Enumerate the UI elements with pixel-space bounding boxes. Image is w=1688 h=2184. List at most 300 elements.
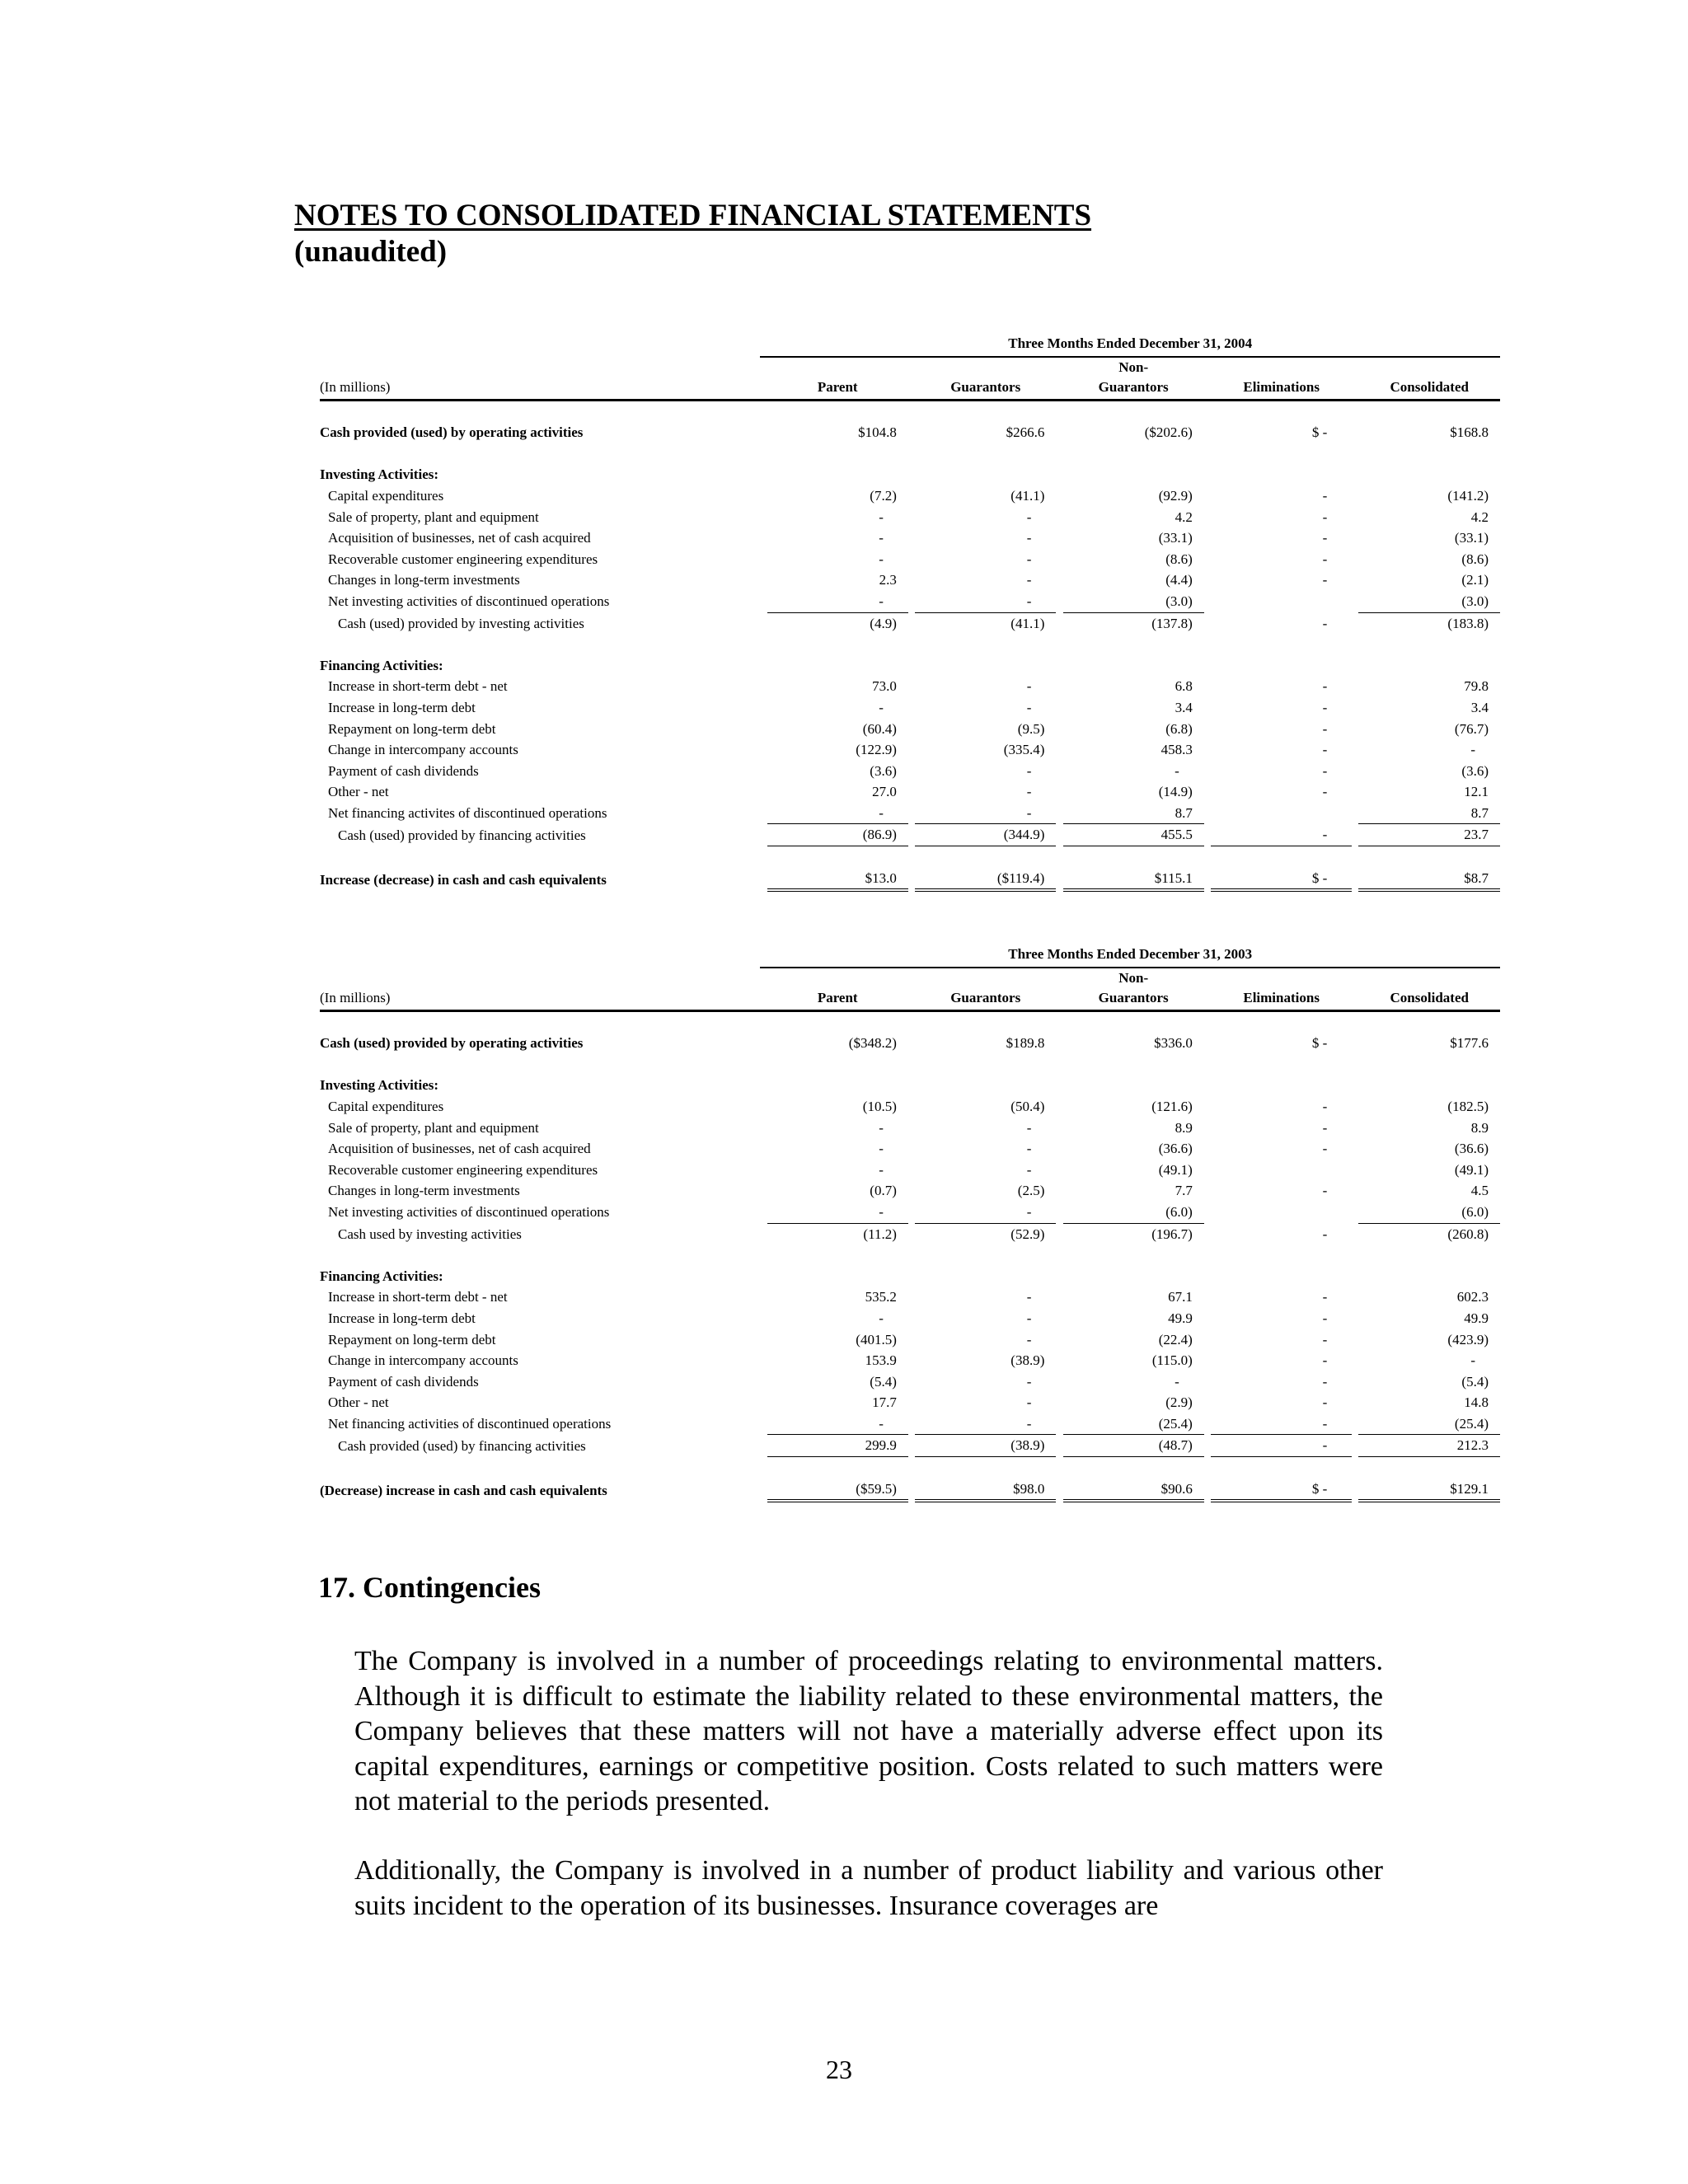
value-cell: - [1322,1331,1328,1347]
table-row [320,803,1500,824]
value-cell: (41.1) [1010,487,1045,504]
value-cell: 14.8 [1464,1394,1489,1411]
value-cell: 4.5 [1470,1183,1489,1199]
column-gap [908,527,915,549]
value-cell: - [1322,784,1328,800]
column-gap [908,507,915,528]
column-gap [760,1435,767,1457]
column-gap [908,1223,915,1244]
column-gap [1056,1329,1062,1351]
spacer-row [320,400,1500,422]
column-gap [1352,1096,1358,1118]
column-gap [760,968,767,1011]
value-cell: $129.1 [1358,1479,1500,1502]
value-cell: (48.7) [1063,1435,1204,1457]
value-cell [1211,1202,1352,1223]
spacer-row [320,634,1500,655]
column-gap [1204,612,1211,634]
section-title-contingencies: 17. Contingencies [318,1571,541,1604]
column-gap [760,549,767,570]
spacer-cell [320,1054,1500,1076]
page-title: NOTES TO CONSOLIDATED FINANCIAL STATEMENTS [294,199,1092,232]
column-gap [1204,1371,1211,1393]
table-row [320,1371,1500,1393]
financing-heading-row [320,655,1500,677]
column-header: Consolidated [1358,968,1500,1011]
value-cell: - [879,1161,884,1178]
column-gap [1352,485,1358,507]
column-gap [908,1138,915,1160]
column-gap [1056,1479,1062,1502]
column-header: Parent [767,968,908,1011]
value-cell: $8.7 [1358,868,1500,891]
column-gap [1204,1160,1211,1181]
value-cell: (2.1) [1461,572,1489,588]
value-cell: (92.9) [1158,487,1193,504]
column-gap [1352,1413,1358,1435]
row-label: Cash provided (used) by financing activities [338,1437,586,1454]
value-cell: - [1322,1119,1328,1136]
value-cell: - [1175,1373,1179,1390]
column-header: Non- Guarantors [1063,357,1204,401]
column-gap [760,1413,767,1435]
value-cell: - [879,551,884,567]
column-gap [760,1138,767,1160]
column-gap [1204,569,1211,591]
value-cell: - [879,1141,884,1157]
value-cell: - [1026,762,1032,779]
value-cell: (50.4) [1010,1098,1045,1114]
value-cell: $168.8 [1450,424,1489,441]
row-label: Sale of property, plant and equipment [328,509,539,525]
column-gap [760,527,767,549]
value-cell: 3.4 [1175,699,1193,715]
value-cell: (2.9) [1165,1394,1193,1411]
column-gap [760,1308,767,1329]
column-gap [908,719,915,740]
value-cell: (11.2) [863,1226,897,1242]
column-header-row [320,357,1500,401]
column-gap [1352,569,1358,591]
value-cell: $98.0 [915,1479,1056,1502]
value-cell: - [1026,784,1032,800]
value-cell: - [1322,615,1328,631]
value-cell: - [1026,678,1032,695]
column-gap [1204,1202,1211,1223]
column-gap [760,1223,767,1244]
value-cell: ($59.5) [767,1479,908,1502]
column-gap [1204,485,1211,507]
column-gap [1204,1033,1211,1054]
value-cell: 8.9 [1470,1119,1489,1136]
column-gap [1056,739,1062,761]
row-label: Changes in long-term investments [328,1183,520,1199]
column-gap [1056,422,1062,443]
table-row [320,1392,1500,1413]
column-gap [1204,1329,1211,1351]
column-gap [1056,1138,1062,1160]
row-label: Increase (decrease) in cash and cash equivalents [320,871,607,888]
column-gap [908,1308,915,1329]
column-gap [1056,1350,1062,1371]
value-cell: (14.9) [1158,784,1193,800]
value-cell: 299.9 [767,1435,908,1457]
value-cell: (401.5) [856,1331,897,1347]
column-header: Guarantors [915,357,1056,401]
row-label: Cash provided (used) by operating activities [320,424,584,441]
column-gap [1352,1202,1358,1223]
column-gap [760,1202,767,1223]
column-gap [1056,824,1062,846]
column-gap [1204,591,1211,612]
value-cell: - [1026,1310,1032,1326]
column-gap [1056,1392,1062,1413]
value-cell: - [879,1310,884,1326]
value-cell: - [767,803,908,824]
column-gap [1056,1160,1062,1181]
column-gap [1204,549,1211,570]
section-heading: Investing Activities: [320,466,439,483]
table-row [320,1180,1500,1202]
column-gap [760,1329,767,1351]
net-change-row [320,1479,1500,1502]
column-gap [1352,803,1358,824]
table-row [320,549,1500,570]
value-cell: - [1175,762,1179,779]
section-heading: Financing Activities: [320,1268,443,1284]
value-cell: - [1322,1289,1328,1305]
spacer-row [320,1010,1500,1033]
column-gap [1352,1308,1358,1329]
column-header: Non- Guarantors [1063,968,1204,1011]
value-cell: (183.8) [1447,615,1489,631]
column-gap [1204,1413,1211,1435]
investing-heading-row [320,464,1500,485]
row-label: Other - net [328,784,389,800]
column-gap [1352,868,1358,891]
column-gap [1352,591,1358,612]
page-header [294,198,1091,270]
value-cell: (8.6) [1461,551,1489,567]
column-gap [1056,549,1062,570]
column-gap [1352,719,1358,740]
column-gap [1352,1329,1358,1351]
value-cell: - [1026,551,1032,567]
value-cell: (76.7) [1454,720,1489,737]
section-heading: Investing Activities: [320,1077,439,1094]
value-cell: (344.9) [915,824,1056,846]
column-gap [760,1160,767,1181]
row-label: Acquisition of businesses, net of cash acquired [328,1141,591,1157]
value-cell: ($119.4) [915,868,1056,891]
value-cell: $ - [1211,868,1352,891]
column-gap [1204,761,1211,782]
column-gap [760,1033,767,1054]
value-cell: (335.4) [1003,742,1045,758]
operating-activities-row [320,422,1500,443]
spacer-cell [320,1457,1500,1479]
table-row [320,1138,1500,1160]
column-gap [908,1392,915,1413]
value-cell: (7.2) [870,487,897,504]
column-gap [908,1286,915,1308]
value-cell: - [1211,1435,1352,1457]
table-row [320,1308,1500,1329]
financing-heading-row [320,1266,1500,1287]
value-cell: (6.0) [1358,1202,1500,1223]
column-header: Eliminations [1211,357,1352,401]
value-cell: - [1322,1226,1328,1242]
value-cell: $115.1 [1063,868,1204,891]
column-gap [908,549,915,570]
spacer-row [320,846,1500,868]
value-cell: - [1322,551,1328,567]
page-number: 23 [826,2055,852,2084]
value-cell: 17.7 [872,1394,897,1411]
value-cell: 2.3 [879,572,897,588]
column-gap [1204,781,1211,803]
value-cell: - [1322,572,1328,588]
value-cell: - [1322,1352,1328,1369]
column-gap [1056,1286,1062,1308]
value-cell: 3.4 [1470,699,1489,715]
row-label: Sale of property, plant and equipment [328,1119,539,1136]
column-gap [1056,569,1062,591]
column-gap [908,612,915,634]
value-cell: - [1026,1161,1032,1178]
column-gap [760,1180,767,1202]
value-cell: (5.4) [1461,1373,1489,1390]
table-row [320,1118,1500,1139]
column-gap [1204,676,1211,697]
value-cell: - [767,591,908,612]
column-gap [908,569,915,591]
value-cell: - [1322,678,1328,695]
column-header-row [320,968,1500,1011]
column-gap [1056,1223,1062,1244]
column-gap [1056,868,1062,891]
row-label: Acquisition of businesses, net of cash acquired [328,530,591,546]
value-cell: (196.7) [1151,1226,1193,1242]
value-cell: (141.2) [1447,487,1489,504]
value-cell: - [1026,530,1032,546]
value-cell: (8.6) [1165,551,1193,567]
column-gap [1056,1371,1062,1393]
value-cell: (60.4) [862,720,897,737]
value-cell: 4.2 [1470,509,1489,525]
column-gap [908,676,915,697]
column-gap [1204,824,1211,846]
row-label: Net investing activities of discontinued operations [328,593,610,610]
column-gap [1352,1118,1358,1139]
table-row [320,1202,1500,1223]
column-gap [1056,1435,1062,1457]
column-gap [1056,676,1062,697]
column-gap [760,1286,767,1308]
column-gap [1204,1479,1211,1502]
column-gap [1352,1435,1358,1457]
column-gap [1204,719,1211,740]
spacer-cell [320,400,1500,422]
spacer-row [320,1054,1500,1076]
column-gap [908,697,915,719]
value-cell: $13.0 [767,868,908,891]
row-label: Recoverable customer engineering expenditures [328,551,598,567]
column-gap [1204,357,1211,401]
value-cell: 49.9 [1464,1310,1489,1326]
column-gap [1204,1118,1211,1139]
column-gap [1204,1138,1211,1160]
value-cell: $177.6 [1450,1035,1489,1052]
value-cell: - [1322,487,1328,504]
column-gap [908,1096,915,1118]
value-cell: $ - [1311,424,1328,441]
table-row [320,676,1500,697]
column-gap [908,868,915,891]
column-gap [1204,507,1211,528]
column-gap [1352,968,1358,1011]
column-gap [908,1180,915,1202]
column-gap [1056,1118,1062,1139]
table-row [320,591,1500,612]
column-gap [908,803,915,824]
contingencies-paragraph-2: Additionally, the Company is involved in a number of product liability and various other suits incident to the operation of its businesses. Insurance coverages are [354,1855,1383,1921]
column-gap [760,1371,767,1393]
column-gap [1204,1096,1211,1118]
column-gap [760,357,767,401]
investing-total-row [320,1223,1500,1244]
value-cell: 8.7 [1063,803,1204,824]
value-cell: (49.1) [1158,1161,1193,1178]
column-gap [760,697,767,719]
value-cell: (6.0) [1063,1202,1204,1223]
value-cell: - [767,1202,908,1223]
row-label: Increase in long-term debt [328,1310,476,1326]
column-gap [760,719,767,740]
column-gap [908,1118,915,1139]
column-gap [1056,1413,1062,1435]
row-label: Capital expenditures [328,487,444,504]
row-label: Repayment on long-term debt [328,720,496,737]
table-row [320,507,1500,528]
column-gap [1352,1371,1358,1393]
table-row [320,697,1500,719]
row-label: Cash used by investing activities [338,1226,522,1242]
row-label: Change in intercompany accounts [328,742,518,758]
column-gap [1056,1096,1062,1118]
column-gap [760,507,767,528]
column-gap [1204,968,1211,1011]
value-cell: $90.6 [1063,1479,1204,1502]
value-cell: 49.9 [1168,1310,1193,1326]
unit-label: (In millions) [320,968,760,1011]
value-cell: - [1322,1373,1328,1390]
value-cell: - [1322,1394,1328,1411]
value-cell: - [879,509,884,525]
column-header: Guarantors [915,968,1056,1011]
value-cell: (4.9) [870,615,897,631]
column-gap [1056,1180,1062,1202]
value-cell: (5.4) [870,1373,897,1390]
value-cell: 8.9 [1175,1119,1193,1136]
value-cell: 27.0 [872,784,897,800]
column-gap [760,761,767,782]
row-label: Payment of cash dividends [328,762,479,779]
column-gap [908,1371,915,1393]
period-spacer [320,944,760,968]
column-gap [1204,739,1211,761]
value-cell: - [1322,1310,1328,1326]
value-cell: - [1026,699,1032,715]
spacer-row [320,443,1500,465]
value-cell: (25.4) [1063,1413,1204,1435]
table-row [320,1413,1500,1435]
value-cell: 73.0 [872,678,897,695]
table-row [320,1096,1500,1118]
column-gap [1352,761,1358,782]
value-cell: - [1211,1413,1352,1435]
column-gap [1352,739,1358,761]
table-row [320,761,1500,782]
table-row [320,569,1500,591]
value-cell: 535.2 [865,1289,897,1305]
column-gap [1056,527,1062,549]
column-gap [1352,1286,1358,1308]
value-cell: - [1026,1394,1032,1411]
value-cell: - [1322,1183,1328,1199]
value-cell: (137.8) [1151,615,1193,631]
column-gap [908,1160,915,1181]
column-gap [1352,1392,1358,1413]
value-cell: $189.8 [1006,1035,1045,1052]
column-gap [1352,549,1358,570]
column-gap [908,968,915,1011]
column-gap [1352,612,1358,634]
column-gap [1204,1180,1211,1202]
column-gap [1352,1138,1358,1160]
value-cell: (3.6) [1461,762,1489,779]
spacer-row [320,1244,1500,1266]
column-gap [1204,1308,1211,1329]
value-cell: (10.5) [862,1098,897,1114]
value-cell: 458.3 [1160,742,1193,758]
table-row [320,485,1500,507]
column-gap [1204,1223,1211,1244]
table-row [320,719,1500,740]
column-gap [760,781,767,803]
column-gap [1204,1435,1211,1457]
row-label: Changes in long-term investments [328,572,520,588]
value-cell: (86.9) [767,824,908,846]
value-cell [1211,1160,1352,1181]
column-gap [760,868,767,891]
row-label: (Decrease) increase in cash and cash equivalents [320,1482,607,1498]
value-cell: - [1470,742,1475,758]
value-cell: (33.1) [1158,530,1193,546]
column-gap [1056,1033,1062,1054]
column-gap [760,485,767,507]
column-gap [1352,1033,1358,1054]
value-cell: - [1026,572,1032,588]
contingencies-paragraph-1: The Company is involved in a number of proceedings relating to environmental matters. Although it is difficult to estimate the liability related to these environmental matters, the Company believes that these matters will not have a materially adverse effect upon its capital expenditures, earnings or competitive position. Costs related to such matters were not material to the periods presented. [354,1646,1383,1816]
value-cell: $ - [1311,1035,1328,1052]
spacer-cell [320,1010,1500,1033]
value-cell: (49.1) [1454,1161,1489,1178]
column-gap [1352,1180,1358,1202]
value-cell: (33.1) [1454,530,1489,546]
column-gap [1056,612,1062,634]
table-row [320,527,1500,549]
